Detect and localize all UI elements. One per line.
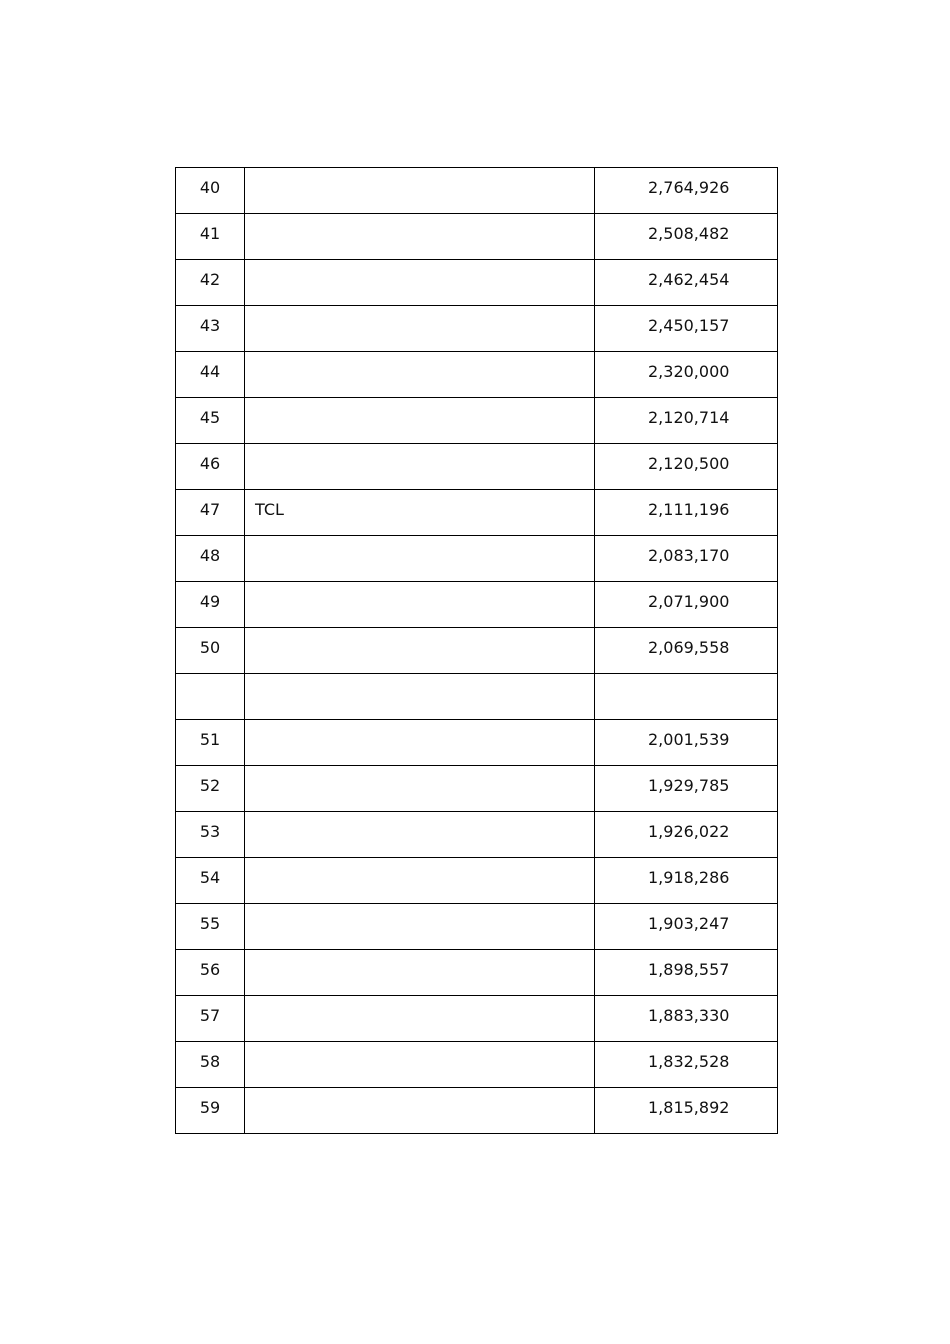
table-row [176, 858, 778, 904]
value-cell [595, 168, 778, 214]
value-cell-text: 2,111,196 [648, 500, 730, 519]
table-row [176, 444, 778, 490]
company-name-cell-text [245, 628, 594, 640]
rank-cell-text: 44 [199, 362, 221, 381]
company-name-cell [245, 628, 595, 674]
rank-cell-text: 54 [199, 868, 221, 887]
rank-cell [176, 306, 245, 352]
value-cell-text: 1,883,330 [648, 1006, 730, 1025]
rank-cell-text: 42 [199, 270, 221, 289]
rank-cell [176, 766, 245, 812]
company-name-cell-text [245, 582, 594, 594]
value-cell-text: 2,120,714 [648, 408, 730, 427]
company-name-cell [245, 996, 595, 1042]
rank-cell-text: 57 [199, 1006, 221, 1025]
value-cell [595, 628, 778, 674]
rank-cell-text: 58 [199, 1052, 221, 1071]
value-cell [595, 950, 778, 996]
value-cell-text: 2,083,170 [648, 546, 730, 565]
rank-cell-text: 47 [199, 500, 221, 519]
table-row [176, 812, 778, 858]
table-row [176, 766, 778, 812]
rank-cell [176, 168, 245, 214]
company-name-cell-text [245, 444, 594, 456]
ranking-table [175, 167, 778, 1134]
value-cell [595, 490, 778, 536]
value-cell-text: 2,069,558 [648, 638, 730, 657]
company-name-cell [245, 306, 595, 352]
value-cell [595, 674, 778, 720]
company-name-cell-text [245, 766, 594, 778]
value-cell [595, 214, 778, 260]
value-cell [595, 766, 778, 812]
company-name-cell-text [245, 168, 594, 180]
rank-cell [176, 628, 245, 674]
table-row [176, 306, 778, 352]
value-cell-text: 2,120,500 [648, 454, 730, 473]
company-name-cell [245, 1042, 595, 1088]
company-name-cell-text [245, 1042, 594, 1054]
table-row [176, 1042, 778, 1088]
rank-cell [176, 536, 245, 582]
value-cell-text: 1,903,247 [648, 914, 730, 933]
rank-cell [176, 444, 245, 490]
company-name-cell [245, 352, 595, 398]
company-name-cell-text [245, 352, 594, 364]
value-cell-text: 1,926,022 [648, 822, 730, 841]
rank-cell-text: 52 [199, 776, 221, 795]
table-row [176, 214, 778, 260]
rank-cell-text: 43 [199, 316, 221, 335]
company-name-cell [245, 214, 595, 260]
rank-cell [176, 352, 245, 398]
table-row [176, 720, 778, 766]
rank-cell [176, 1042, 245, 1088]
table-row [176, 582, 778, 628]
value-cell [595, 444, 778, 490]
value-cell [595, 582, 778, 628]
table-row [176, 398, 778, 444]
rank-cell-text: 40 [199, 178, 221, 197]
value-cell-text: 1,918,286 [648, 868, 730, 887]
rank-cell-text: 55 [199, 914, 221, 933]
company-name-cell [245, 858, 595, 904]
rank-cell-text: 49 [199, 592, 221, 611]
rank-cell-text: 46 [199, 454, 221, 473]
table-row [176, 352, 778, 398]
value-cell-text: 2,071,900 [648, 592, 730, 611]
company-name-cell-text [245, 306, 594, 318]
value-cell-text: 2,508,482 [648, 224, 730, 243]
company-name-cell [245, 904, 595, 950]
value-cell-text [595, 674, 777, 686]
table-row [176, 628, 778, 674]
rank-cell [176, 720, 245, 766]
value-cell [595, 306, 778, 352]
value-cell [595, 858, 778, 904]
company-name-cell-text [245, 950, 594, 962]
table-row [176, 260, 778, 306]
rank-cell-text [176, 674, 244, 686]
value-cell [595, 536, 778, 582]
company-name-cell [245, 674, 595, 720]
value-cell [595, 812, 778, 858]
value-cell [595, 1088, 778, 1134]
table-row [176, 168, 778, 214]
table-row [176, 536, 778, 582]
rank-cell-text: 48 [199, 546, 221, 565]
company-name-cell-text [245, 812, 594, 824]
value-cell [595, 398, 778, 444]
table-row [176, 950, 778, 996]
value-cell-text: 1,815,892 [648, 1098, 730, 1117]
ranking-table-body [176, 168, 778, 1134]
rank-cell-text: 41 [199, 224, 221, 243]
company-name-cell-text [245, 996, 594, 1008]
table-row [176, 904, 778, 950]
value-cell [595, 1042, 778, 1088]
company-name-cell [245, 444, 595, 490]
table-row [176, 490, 778, 536]
rank-cell-text: 45 [199, 408, 221, 427]
value-cell-text: 1,929,785 [648, 776, 730, 795]
rank-cell-text: 50 [199, 638, 221, 657]
value-cell-text: 2,450,157 [648, 316, 730, 335]
company-name-cell [245, 812, 595, 858]
value-cell-text: 2,001,539 [648, 730, 730, 749]
value-cell-text: 1,898,557 [648, 960, 730, 979]
company-name-cell [245, 398, 595, 444]
company-name-cell [245, 260, 595, 306]
company-name-cell-text [245, 260, 594, 272]
company-name-cell-text [245, 674, 594, 686]
rank-cell [176, 214, 245, 260]
value-cell-text: 2,764,926 [648, 178, 730, 197]
rank-cell [176, 582, 245, 628]
table-row [176, 674, 778, 720]
rank-cell-text: 56 [199, 960, 221, 979]
rank-cell [176, 398, 245, 444]
value-cell [595, 260, 778, 306]
value-cell [595, 352, 778, 398]
company-name-cell [245, 582, 595, 628]
table-row [176, 1088, 778, 1134]
company-name-cell [245, 766, 595, 812]
rank-cell [176, 904, 245, 950]
company-name-cell-text [245, 214, 594, 226]
company-name-cell-text [245, 904, 594, 916]
company-name-cell-text [245, 720, 594, 732]
value-cell-text: 2,462,454 [648, 270, 730, 289]
company-name-cell [245, 720, 595, 766]
company-name-cell [245, 490, 595, 536]
company-name-cell-text [245, 858, 594, 870]
company-name-cell [245, 168, 595, 214]
value-cell-text: 1,832,528 [648, 1052, 730, 1071]
company-name-cell [245, 536, 595, 582]
rank-cell [176, 260, 245, 306]
company-name-cell [245, 1088, 595, 1134]
value-cell [595, 720, 778, 766]
company-name-cell-text [245, 398, 594, 410]
company-name-cell-text [245, 1088, 594, 1100]
table-row [176, 996, 778, 1042]
rank-cell [176, 674, 245, 720]
rank-cell [176, 858, 245, 904]
value-cell [595, 904, 778, 950]
rank-cell-text: 59 [199, 1098, 221, 1117]
rank-cell [176, 1088, 245, 1134]
rank-cell [176, 950, 245, 996]
company-name-cell [245, 950, 595, 996]
rank-cell-text: 51 [199, 730, 221, 749]
company-name-cell-text: TCL [255, 500, 284, 519]
rank-cell [176, 996, 245, 1042]
value-cell [595, 996, 778, 1042]
rank-cell [176, 812, 245, 858]
company-name-cell-text [245, 536, 594, 548]
rank-cell [176, 490, 245, 536]
value-cell-text: 2,320,000 [648, 362, 730, 381]
rank-cell-text: 53 [199, 822, 221, 841]
